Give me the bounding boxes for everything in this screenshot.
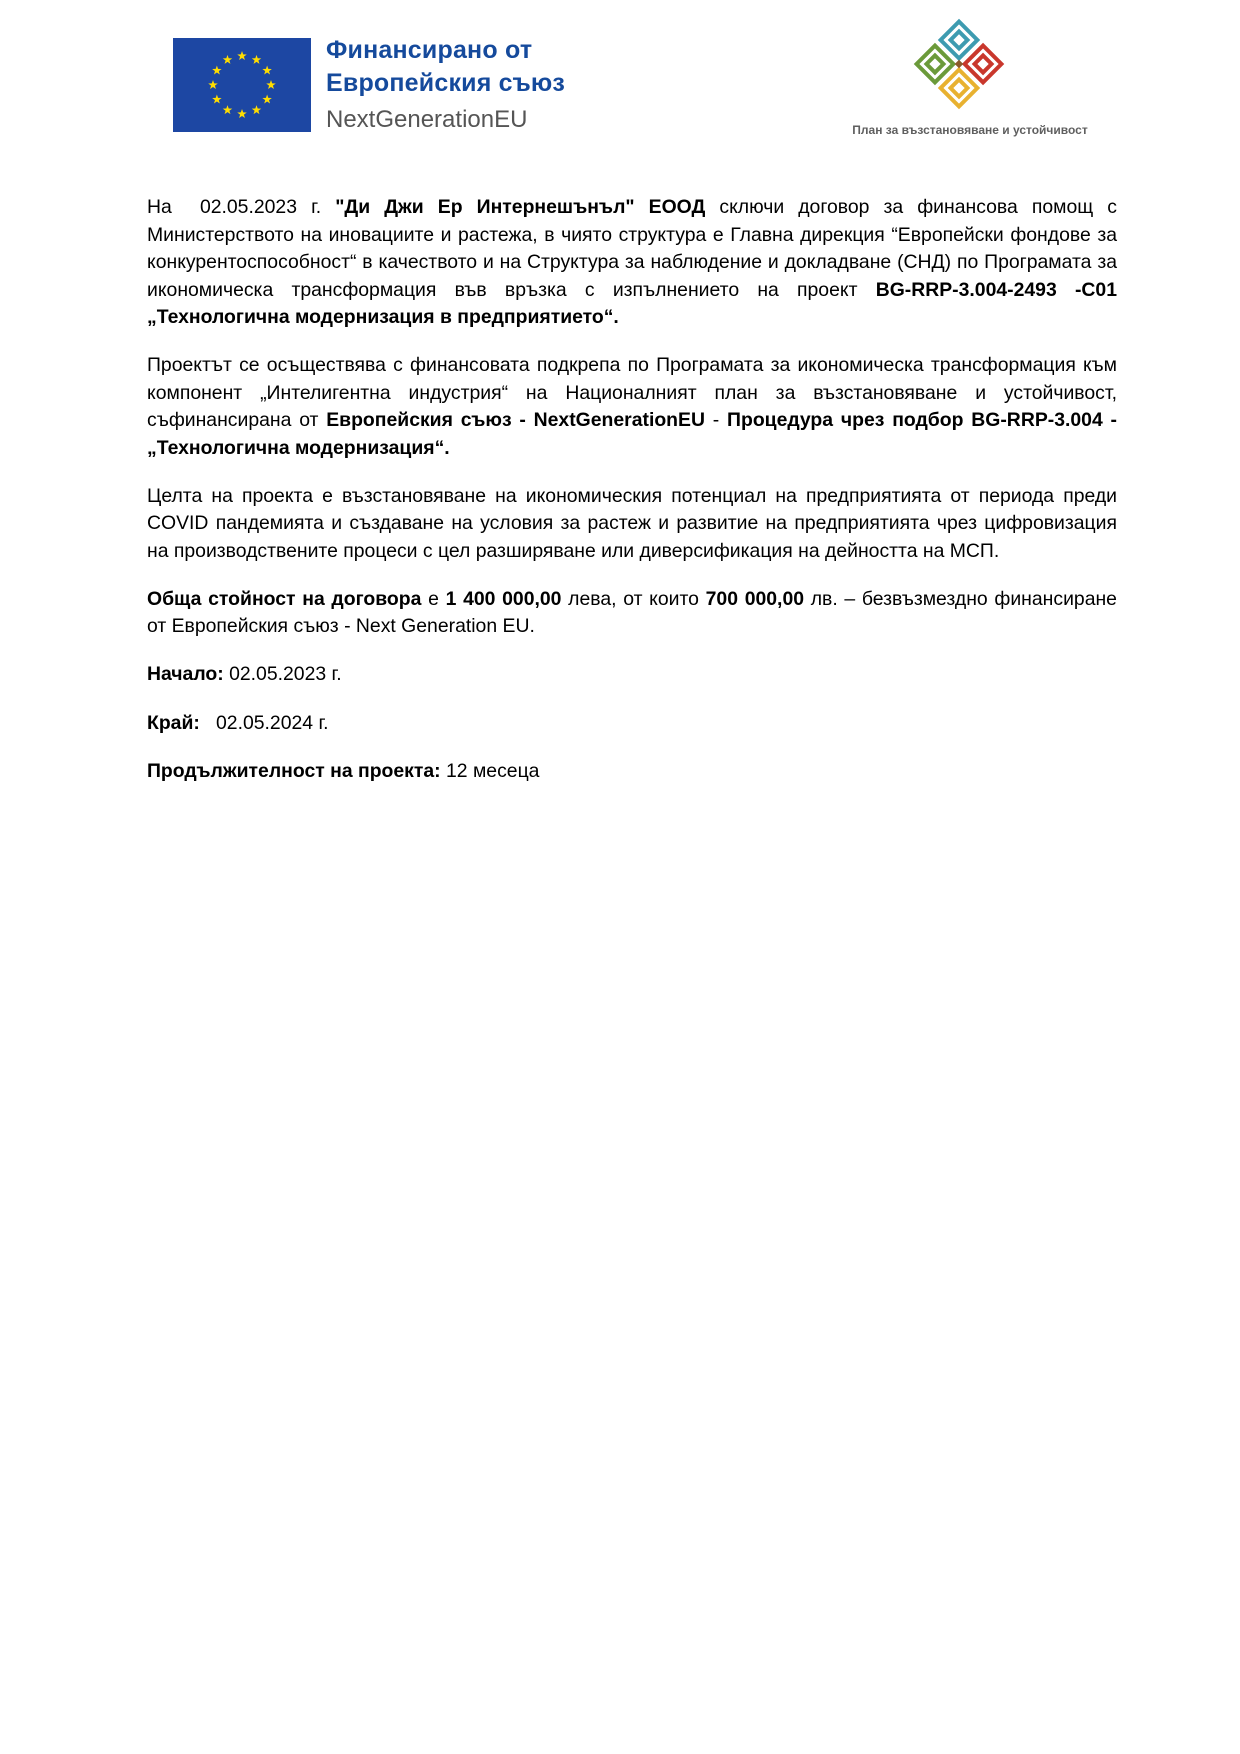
paragraph-contract [147,194,1117,332]
paragraph-goal [147,483,1117,566]
recovery-plan-logo [820,8,1120,144]
paragraph-funding [147,352,1117,462]
eu-flag-icon [173,38,311,132]
end-date-value: 02.05.2024 г. [199,711,329,734]
end-date-label: Край: [147,711,200,734]
value-text-3: лв. – безвъзмездно финансиране от Европейския съюз - Next Generation EU. [147,587,1117,637]
contract-details: сключи договор за финансова помощ с Министерството на иновациите и растежа, в чиято структура е Главна дирекция “Европейски фондове за конкурентоспособност“ в качеството и на Структура за наблюдение и докладване (СНД) по Програмата за икономическа трансформация във връзка с изпълнението на проект [147,196,1117,301]
grant-value: 700 000,00 [705,587,805,610]
recovery-plan-emblem-icon [905,10,1013,118]
start-date-line [147,661,1117,689]
duration-value: 12 месеца [440,760,540,782]
project-id: BG-RRP-3.004-2493 -C01 „Технологична модернизация в предприятието“. [147,278,1117,328]
company-name: "Ди Джи Ер Интернешънъл" ЕООД [335,196,706,218]
duration-line [147,758,1117,786]
paragraph-value [147,586,1117,641]
funding-text: Проектът се осъществява с финансовата подкрепа по Програмата за икономическа трансформация към компонент „Интелигентна индустрия“ на Националният план за възстановяване и устойчивост, съфинансирана от [147,354,1117,431]
procedure-name: Процедура чрез подбор BG-RRP-3.004 - „Технологична модернизация“. [147,409,1117,459]
value-text-1: е [421,587,446,610]
goal-text: Целта на проекта е възстановяване на икономическия потенциал на предприятията от периода преди COVID пандемията и създаване на условия за растеж и развитие на предприятията чрез цифровизация на производствените процеси с цел разширяване или диверсификация на дейността на МСП. [147,484,1117,562]
end-date-line [147,710,1117,738]
funding-separator: - [704,409,728,431]
eu-logo-line2: Европейския съюз [326,69,566,97]
total-value-label: Обща стойност на договора [147,587,422,610]
eu-source: Европейския съюз - NextGenerationEU [326,409,705,431]
contract-intro: На 02.05.2023 г. [147,196,336,218]
start-date-value: 02.05.2023 г. [223,663,342,685]
value-text-2: лева, от които [561,587,706,610]
eu-logo-line3: NextGenerationEU [326,106,528,133]
document-body [147,194,1117,807]
start-date-label: Начало: [147,663,224,685]
total-value: 1 400 000,00 [445,587,562,610]
eu-funding-logo [173,36,633,140]
duration-label: Продължителност на проекта: [147,760,441,782]
recovery-plan-caption: План за възстановяване и устойчивост [852,123,1088,137]
eu-logo-line1: Финансирано от [326,36,533,64]
